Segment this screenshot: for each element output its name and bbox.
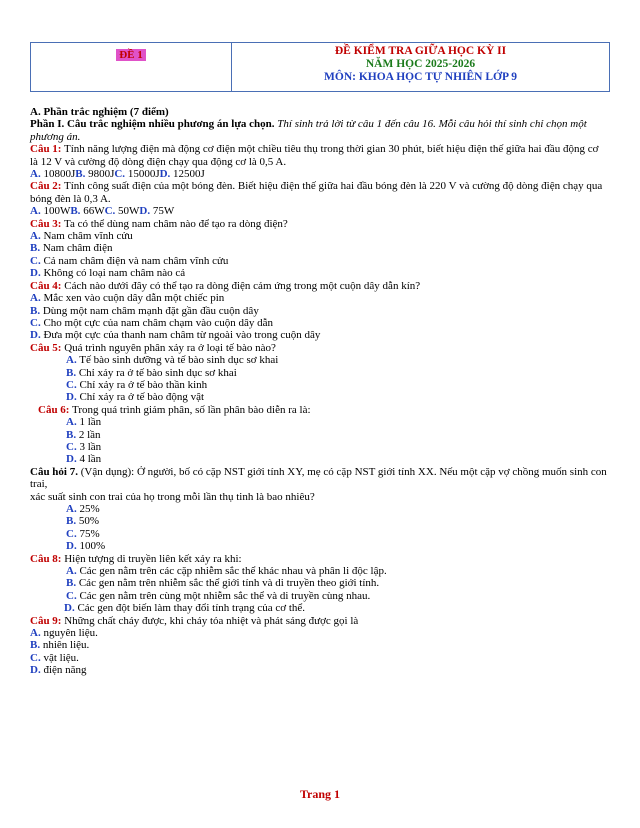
option-text: Nam châm vĩnh cửu xyxy=(40,230,133,243)
option-b xyxy=(30,515,608,527)
option-text: 15000J xyxy=(125,168,160,181)
question-3 xyxy=(30,218,608,230)
question-label: Câu hỏi 7. xyxy=(30,465,78,478)
option-c xyxy=(30,652,608,664)
option-label: D. xyxy=(64,602,75,615)
option-a xyxy=(30,627,608,639)
option-label: B. xyxy=(66,515,77,528)
page-number: Trang 1 xyxy=(299,787,341,801)
exam-code: ĐỀ 1 xyxy=(116,49,146,61)
option-label: D. xyxy=(66,391,77,404)
option-label: D. xyxy=(30,267,41,280)
question-1 xyxy=(30,143,608,168)
question-7-text-2: xác suất sinh con trai của họ trong mỗi lần thụ tinh là bao nhiêu? xyxy=(30,490,315,503)
option-c xyxy=(30,317,608,329)
option-label: A. xyxy=(30,292,41,305)
option-b xyxy=(75,168,114,180)
question-label: Câu 5: xyxy=(30,341,62,354)
question-label: Câu 8: xyxy=(30,552,62,565)
option-text: Cả nam châm điện và nam châm vĩnh cửu xyxy=(40,254,229,267)
option-text: 50% xyxy=(76,515,100,528)
option-a xyxy=(30,416,608,428)
option-text: Đưa một cực của thanh nam châm từ ngoài vào trong cuộn dây xyxy=(40,329,321,342)
option-text: 9800J xyxy=(85,168,115,181)
option-text: vật liệu. xyxy=(40,651,79,664)
option-a xyxy=(30,292,608,304)
question-label: Câu 3: xyxy=(30,217,62,230)
option-a xyxy=(30,168,75,180)
option-label: C. xyxy=(30,316,41,329)
option-b xyxy=(30,305,608,317)
option-label: D. xyxy=(66,540,77,553)
question-1-options xyxy=(30,168,608,180)
option-c xyxy=(30,379,608,391)
option-c xyxy=(114,168,159,180)
option-d xyxy=(30,267,608,279)
option-label: C. xyxy=(66,440,77,453)
question-text: Tính năng lượng điện mà động cơ điện một chiều tiêu thụ trong thời gian 30 phút, biết hiệu điện thế giữa hai đầu động cơ là 12 V và cường độ dòng điện chạy qua động cơ là 0,5 A. xyxy=(30,143,599,168)
exam-title: ĐỀ KIỂM TRA GIỮA HỌC KỲ II xyxy=(334,45,507,57)
question-9 xyxy=(30,615,608,627)
question-7 xyxy=(30,466,608,491)
option-d xyxy=(30,602,608,614)
option-label: B. xyxy=(70,205,81,218)
question-text: Cách nào dưới đây có thể tạo ra dòng điện cảm ứng trong một cuộn dây dẫn kín? xyxy=(61,279,421,292)
question-label: Câu 1: xyxy=(30,143,62,156)
option-text: 66W xyxy=(80,205,105,218)
option-b xyxy=(30,367,608,379)
option-label: A. xyxy=(66,503,77,515)
option-b xyxy=(30,242,608,254)
option-c xyxy=(105,205,140,217)
question-text: (Vận dụng): Ở người, bố có cặp NST giới tính XY, mẹ có cặp NST giới tính XX. Nếu một cặp vợ chồng muốn sinh con trai, xyxy=(30,465,607,491)
question-label: Câu 6: xyxy=(38,403,70,416)
option-d xyxy=(30,391,608,403)
option-c xyxy=(30,255,608,267)
question-2 xyxy=(30,180,608,205)
option-a xyxy=(30,565,608,577)
option-text: Chỉ xảy ra ở tế bào sinh dục sơ khai xyxy=(76,366,237,379)
option-text: 100% xyxy=(76,540,106,553)
option-label: C. xyxy=(30,651,41,664)
option-b xyxy=(70,205,104,217)
option-label: D. xyxy=(139,205,151,218)
option-c xyxy=(30,528,608,540)
option-text: 25% xyxy=(76,503,100,515)
option-text: Các gen đột biến làm thay đổi tính trạng của cơ thể. xyxy=(74,602,306,615)
option-label: B. xyxy=(66,428,77,441)
option-label: B. xyxy=(30,242,41,255)
option-label: C. xyxy=(66,378,77,391)
option-text: Chỉ xảy ra ở tế bào thần kinh xyxy=(76,378,208,391)
question-text: Ta có thể dùng nam châm nào để tạo ra dòng điện? xyxy=(61,217,288,230)
option-label: A. xyxy=(30,230,41,243)
option-label: A. xyxy=(30,627,41,640)
option-text: 3 lần xyxy=(76,440,102,453)
part1-note: Thí sinh trả lời từ câu 1 đến câu 16. Mỗi câu hỏi thí sinh chỉ chọn một phương án. xyxy=(30,118,587,143)
option-text: Cho một cực của nam châm chạm vào cuộn dây dẫn xyxy=(40,316,274,329)
option-label: D. xyxy=(159,168,171,181)
option-text: Các gen nằm trên nhiễm sắc thể giới tính và di truyền theo giới tính. xyxy=(76,577,380,590)
option-label: B. xyxy=(66,577,77,590)
question-text: Trong quá trình giảm phân, số lần phân bào diễn ra là: xyxy=(69,403,311,416)
option-b xyxy=(30,429,608,441)
option-d xyxy=(160,168,205,180)
question-4 xyxy=(30,280,608,292)
option-text: nguyên liệu. xyxy=(40,627,98,640)
option-text: Dùng một nam châm mạnh đặt gần đầu cuộn dây xyxy=(40,304,259,317)
subject: MÔN: KHOA HỌC TỰ NHIÊN LỚP 9 xyxy=(324,71,517,83)
option-text: 75W xyxy=(150,205,175,218)
option-label: D. xyxy=(30,664,41,677)
option-text: nhiên liệu. xyxy=(40,639,90,652)
option-b xyxy=(30,639,608,651)
option-text: Nam châm điện xyxy=(40,242,113,255)
exam-code-cell xyxy=(31,43,232,91)
question-text: Quá trình nguyên phân xảy ra ở loại tế bào nào? xyxy=(61,341,276,354)
option-label: C. xyxy=(104,205,116,218)
option-label: A. xyxy=(30,168,41,181)
question-label: Câu 9: xyxy=(30,614,62,627)
option-a xyxy=(30,354,608,366)
exam-title-cell xyxy=(232,43,609,91)
question-text: Những chất cháy được, khi cháy tỏa nhiệt và phát sáng được gọi là xyxy=(61,614,359,627)
option-text: Các gen nằm trên các cặp nhiễm sắc thể khác nhau và phân li độc lập. xyxy=(76,565,387,578)
question-label: Câu 2: xyxy=(30,180,62,193)
option-label: D. xyxy=(66,453,77,466)
exam-content xyxy=(30,106,608,677)
option-text: 50W xyxy=(115,205,140,218)
question-8 xyxy=(30,553,608,565)
option-c xyxy=(30,590,608,602)
option-text: 100W xyxy=(40,205,71,218)
question-6 xyxy=(30,404,608,416)
question-label: Câu 4: xyxy=(30,279,62,292)
option-label: A. xyxy=(66,354,77,367)
option-text: 4 lần xyxy=(76,453,102,466)
option-b xyxy=(30,577,608,589)
option-label: B. xyxy=(30,639,41,652)
option-label: C. xyxy=(66,527,77,540)
part1-title: Phần I. Câu trắc nghiệm nhiều phương án lựa chọn. xyxy=(30,118,275,131)
option-a xyxy=(30,230,608,242)
part1-instructions xyxy=(30,118,608,143)
question-2-options xyxy=(30,205,608,217)
option-label: C. xyxy=(30,254,41,267)
section-a-title: A. Phần trắc nghiệm (7 điểm) xyxy=(30,106,169,118)
option-d xyxy=(30,329,608,341)
option-label: A. xyxy=(66,565,77,578)
option-d xyxy=(30,453,608,465)
exam-header xyxy=(30,42,610,92)
option-d xyxy=(30,664,608,676)
option-c xyxy=(30,441,608,453)
option-label: B. xyxy=(66,366,77,379)
option-d xyxy=(30,540,608,552)
option-text: 10800J xyxy=(40,168,76,181)
option-text: Các gen nằm trên cùng một nhiễm sắc thể và di truyền cùng nhau. xyxy=(76,589,371,602)
option-label: D. xyxy=(30,329,41,342)
option-label: A. xyxy=(30,205,41,218)
option-text: Chỉ xảy ra ở tế bào động vật xyxy=(76,391,205,404)
option-text: Mắc xen vào cuộn dây dẫn một chiếc pin xyxy=(40,292,225,305)
option-text: Không có loại nam châm nào cả xyxy=(40,267,186,280)
option-d xyxy=(139,205,174,217)
option-label: B. xyxy=(75,168,86,181)
option-label: B. xyxy=(30,304,41,317)
option-label: A. xyxy=(66,416,77,429)
option-text: điện năng xyxy=(40,664,87,677)
school-year: NĂM HỌC 2025-2026 xyxy=(365,58,476,70)
option-a xyxy=(30,503,608,515)
option-a xyxy=(30,205,70,217)
question-5 xyxy=(30,342,608,354)
option-label: C. xyxy=(114,168,126,181)
option-text: 75% xyxy=(76,527,100,540)
option-text: 12500J xyxy=(170,168,205,181)
option-text: Tế bào sinh dưỡng và tế bào sinh dục sơ khai xyxy=(76,354,279,367)
option-text: 1 lần xyxy=(76,416,102,429)
question-text: Hiện tượng di truyền liên kết xảy ra khi: xyxy=(61,552,242,565)
option-label: C. xyxy=(66,589,77,602)
option-text: 2 lần xyxy=(76,428,101,441)
question-text: Tính công suất điện của một bóng đèn. Biết hiệu điện thế giữa hai đầu bóng đèn là 220 V và cường độ dòng điện chạy qua bóng đèn là 0,3 A. xyxy=(30,180,603,205)
